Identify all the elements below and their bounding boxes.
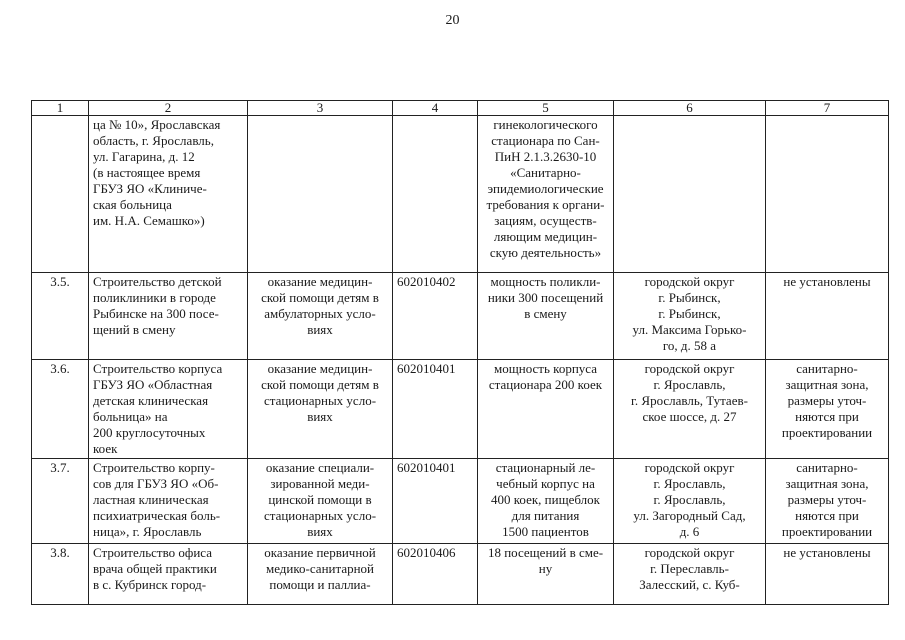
- cell-text-line: ское шоссе, д. 27: [642, 409, 737, 424]
- table-row: [32, 459, 889, 544]
- table-header-row: [32, 101, 889, 116]
- cell-text-line: го, д. 58 а: [662, 338, 717, 353]
- cell-text-line: виях: [307, 322, 333, 337]
- capacity-cell: [478, 273, 614, 360]
- table-row: [32, 273, 889, 360]
- cell-text-line: г. Рыбинск,: [658, 306, 721, 321]
- cell-text-line: детская клиническая: [93, 393, 209, 408]
- planning-table: [31, 100, 889, 605]
- cell-text-line: щений в смену: [93, 322, 176, 337]
- code-cell: [393, 544, 478, 605]
- object-name-cell: [89, 360, 248, 459]
- cell-text-line: стационара 200 коек: [488, 377, 603, 392]
- cell-text-line: не установлены: [783, 274, 871, 289]
- cell-text-line: поликлиники в городе: [93, 290, 216, 305]
- cell-text-line: требования к органи-: [486, 197, 605, 212]
- cell-text-line: Залесский, с. Куб-: [639, 577, 740, 592]
- cell-text-line: ГБУЗ ЯО «Клиниче-: [93, 181, 207, 196]
- cell-text-line: ники 300 посещений: [487, 290, 604, 305]
- cell-text-line: 18 посещений в сме-: [487, 545, 604, 560]
- cell-text-line: 400 коек, пищеблок: [491, 492, 600, 507]
- cell-text-line: коек: [93, 441, 118, 456]
- item-number-cell: [32, 273, 89, 360]
- item-number-cell: [32, 459, 89, 544]
- cell-text-line: 3.6.: [50, 361, 70, 376]
- object-name-cell: [89, 544, 248, 605]
- cell-text-line: г. Ярославль,: [653, 377, 726, 392]
- column-number-1: 1: [32, 101, 89, 116]
- cell-text-line: г. Ярославль,: [653, 492, 726, 507]
- cell-text-line: проектировании: [781, 425, 873, 440]
- cell-text-line: мощность корпуса: [494, 361, 597, 376]
- purpose-cell: [248, 116, 393, 273]
- cell-text-line: (в настоящее время: [93, 165, 201, 180]
- cell-text-line: городской округ: [644, 361, 735, 376]
- cell-text-line: Рыбинске на 300 посе-: [93, 306, 219, 321]
- zone-cell: [766, 273, 889, 360]
- cell-text-line: цинской помощи в: [268, 492, 372, 507]
- location-cell: [614, 116, 766, 273]
- cell-text-line: городской округ: [644, 274, 735, 289]
- cell-text-line: область, г. Ярославль,: [93, 133, 214, 148]
- cell-text-line: размеры уточ-: [787, 492, 867, 507]
- item-number-cell: [32, 544, 89, 605]
- cell-text-line: стационара по Сан-: [491, 133, 600, 148]
- column-number-4: 4: [393, 101, 478, 116]
- cell-text-line: Строительство детской: [93, 274, 222, 289]
- purpose-cell: [248, 459, 393, 544]
- cell-text-line: 3.5.: [50, 274, 70, 289]
- cell-text-line: психиатрическая боль-: [93, 508, 221, 523]
- cell-text-line: ГБУЗ ЯО «Областная: [93, 377, 213, 392]
- cell-text-line: г. Ярославль,: [653, 476, 726, 491]
- cell-text-line: виях: [307, 524, 333, 539]
- item-number-cell: [32, 116, 89, 273]
- cell-text-line: им. Н.А. Семашко»): [93, 213, 205, 228]
- cell-text-line: д. 6: [679, 524, 700, 539]
- cell-text-line: ул. Гагарина, д. 12: [93, 149, 195, 164]
- cell-text-line: «Санитарно-: [510, 165, 581, 180]
- cell-text-line: ластная клиническая: [93, 492, 209, 507]
- code-cell: [393, 360, 478, 459]
- cell-text-line: помощи и паллиа-: [269, 577, 371, 592]
- cell-text-line: эпидемиологические: [487, 181, 604, 196]
- cell-text-line: защитная зона,: [785, 476, 869, 491]
- zone-cell: [766, 544, 889, 605]
- cell-text-line: 602010402: [397, 274, 456, 289]
- zone-cell: [766, 116, 889, 273]
- zone-cell: [766, 360, 889, 459]
- location-cell: [614, 360, 766, 459]
- cell-text-line: гинекологического: [493, 117, 598, 132]
- cell-text-line: 200 круглосуточных: [93, 425, 206, 440]
- column-number-7: 7: [766, 101, 889, 116]
- location-cell: [614, 544, 766, 605]
- table-row: [32, 116, 889, 273]
- cell-text-line: ская больница: [93, 197, 172, 212]
- cell-text-line: зированной меди-: [270, 476, 370, 491]
- cell-text-line: Строительство корпу-: [93, 460, 215, 475]
- purpose-cell: [248, 273, 393, 360]
- cell-text-line: 3.8.: [50, 545, 70, 560]
- object-name-cell: [89, 459, 248, 544]
- cell-text-line: виях: [307, 409, 333, 424]
- cell-text-line: 602010401: [397, 460, 456, 475]
- cell-text-line: ул. Загородный Сад,: [633, 508, 746, 523]
- cell-text-line: городской округ: [644, 460, 735, 475]
- cell-text-line: ской помощи детям в: [261, 290, 379, 305]
- capacity-cell: [478, 360, 614, 459]
- cell-text-line: стационарный ле-: [495, 460, 596, 475]
- cell-text-line: санитарно-: [796, 460, 858, 475]
- cell-text-line: размеры уточ-: [787, 393, 867, 408]
- cell-text-line: врача общей практики: [93, 561, 217, 576]
- cell-text-line: оказание первичной: [264, 545, 376, 560]
- cell-text-line: проектировании: [781, 524, 873, 539]
- cell-text-line: в смену: [524, 306, 567, 321]
- column-number-3: 3: [248, 101, 393, 116]
- cell-text-line: зациям, осуществ-: [494, 213, 597, 228]
- cell-text-line: оказание медицин-: [267, 274, 373, 289]
- cell-text-line: оказание специали-: [265, 460, 375, 475]
- cell-text-line: ница», г. Ярославль: [93, 524, 202, 539]
- cell-text-line: защитная зона,: [785, 377, 869, 392]
- code-cell: [393, 459, 478, 544]
- cell-text-line: няются при: [795, 409, 859, 424]
- cell-text-line: стационарных усло-: [263, 508, 377, 523]
- cell-text-line: чебный корпус на: [496, 476, 595, 491]
- cell-text-line: г. Рыбинск,: [658, 290, 721, 305]
- cell-text-line: стационарных усло-: [263, 393, 377, 408]
- code-cell: [393, 116, 478, 273]
- cell-text-line: ца № 10», Ярославская: [93, 117, 221, 132]
- cell-text-line: в с. Кубринск город-: [93, 577, 207, 592]
- cell-text-line: ул. Максима Горько-: [632, 322, 747, 337]
- table-row: [32, 360, 889, 459]
- purpose-cell: [248, 544, 393, 605]
- cell-text-line: ской помощи детям в: [261, 377, 379, 392]
- cell-text-line: 602010406: [397, 545, 456, 560]
- code-cell: [393, 273, 478, 360]
- cell-text-line: 602010401: [397, 361, 456, 376]
- cell-text-line: Строительство корпуса: [93, 361, 223, 376]
- cell-text-line: больница» на: [93, 409, 168, 424]
- column-number-5: 5: [478, 101, 614, 116]
- cell-text-line: 1500 пациентов: [502, 524, 589, 539]
- cell-text-line: Строительство офиса: [93, 545, 212, 560]
- column-number-6: 6: [614, 101, 766, 116]
- cell-text-line: мощность поликли-: [490, 274, 601, 289]
- cell-text-line: городской округ: [644, 545, 735, 560]
- cell-text-line: амбулаторных усло-: [264, 306, 376, 321]
- page-number: 20: [445, 13, 460, 28]
- cell-text-line: санитарно-: [796, 361, 858, 376]
- cell-text-line: г. Ярославль, Тутаев-: [631, 393, 748, 408]
- cell-text-line: 3.7.: [50, 460, 70, 475]
- cell-text-line: оказание медицин-: [267, 361, 373, 376]
- column-number-2: 2: [89, 101, 248, 116]
- location-cell: [614, 459, 766, 544]
- cell-text-line: ляющим медицин-: [493, 229, 598, 244]
- cell-text-line: ну: [538, 561, 553, 576]
- cell-text-line: не установлены: [783, 545, 871, 560]
- location-cell: [614, 273, 766, 360]
- capacity-cell: [478, 459, 614, 544]
- capacity-cell: [478, 544, 614, 605]
- zone-cell: [766, 459, 889, 544]
- cell-text-line: няются при: [795, 508, 859, 523]
- item-number-cell: [32, 360, 89, 459]
- cell-text-line: ПиН 2.1.3.2630-10: [494, 149, 597, 164]
- capacity-cell: [478, 116, 614, 273]
- cell-text-line: медико-санитарной: [265, 561, 375, 576]
- cell-text-line: сов для ГБУЗ ЯО «Об-: [93, 476, 219, 491]
- cell-text-line: г. Переславль-: [650, 561, 729, 576]
- purpose-cell: [248, 360, 393, 459]
- object-name-cell: [89, 116, 248, 273]
- object-name-cell: [89, 273, 248, 360]
- table-row: [32, 544, 889, 605]
- cell-text-line: скую деятельность»: [489, 245, 602, 260]
- cell-text-line: для питания: [511, 508, 580, 523]
